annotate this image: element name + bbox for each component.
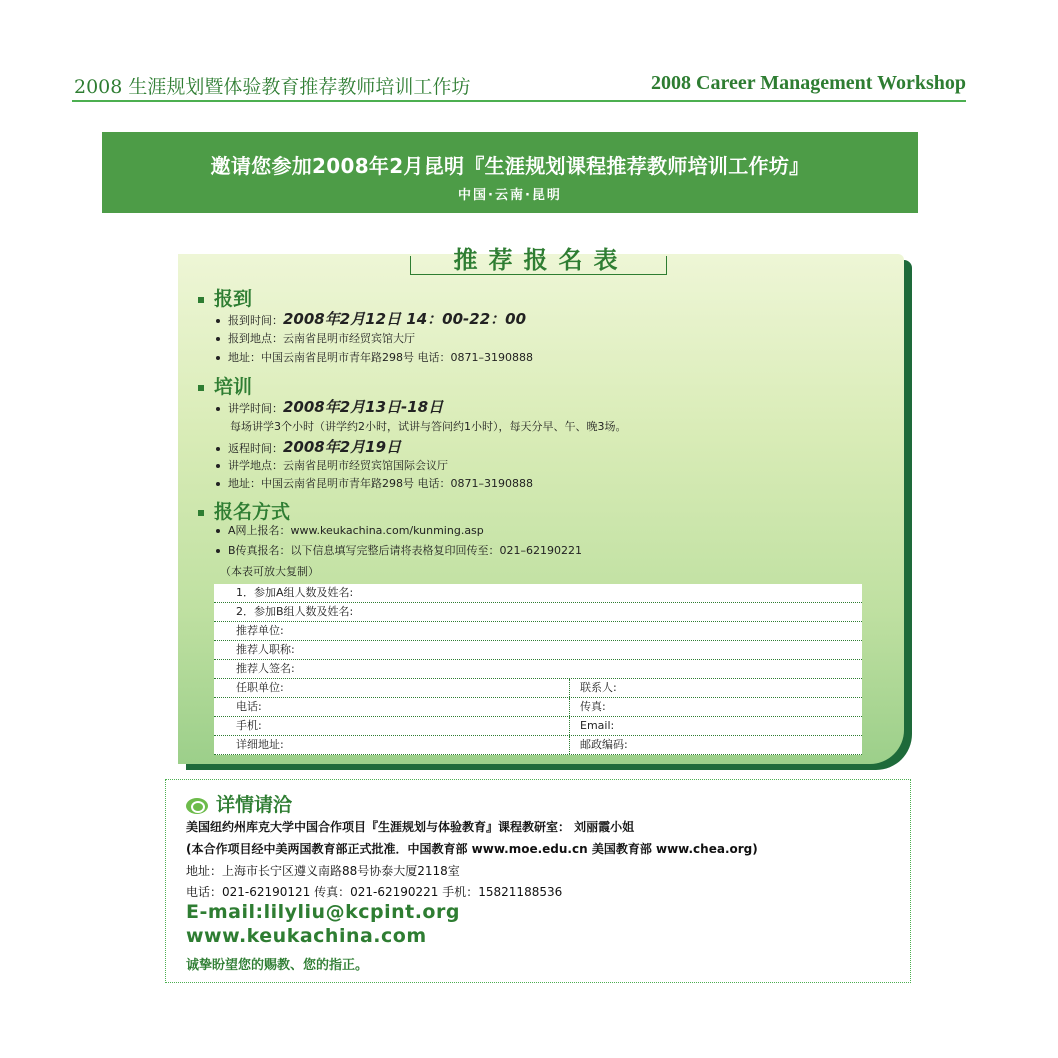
training-return: 返程时间：2008年2月19日 <box>216 436 401 457</box>
section-checkin-heading: 报到 <box>198 284 252 311</box>
registration-fax: B传真报名：以下信息填写完整后请将表格复印回传至：021–62190221 <box>216 542 582 558</box>
checkin-time: 报到时间：2008年2月12日 14：00-22：00 <box>216 308 526 329</box>
bullet-dot-icon <box>216 319 220 323</box>
bullet-square-icon <box>198 385 204 391</box>
contact-website[interactable]: www.keukachina.com <box>186 925 427 947</box>
training-schedule-note: 每场讲学3个小时（讲学约2小时，试讲与答问约1小时），每天分早、午、晚3场。 <box>230 420 627 433</box>
contact-logo-icon <box>186 798 208 814</box>
registration-note: （本表可放大复制） <box>220 565 319 578</box>
contact-email[interactable]: E-mail:lilyliu@kcpint.org <box>186 901 460 923</box>
contact-closing: 诚挚盼望您的赐教、您的指正。 <box>186 958 369 973</box>
bullet-dot-icon <box>216 447 220 451</box>
bullet-dot-icon <box>216 529 220 533</box>
table-row[interactable]: 详细地址: 邮政编码: <box>214 736 862 755</box>
bullet-dot-icon <box>216 464 220 468</box>
table-row[interactable]: 推荐人签名: <box>214 660 862 679</box>
bullet-dot-icon <box>216 356 220 360</box>
bullet-dot-icon <box>216 407 220 411</box>
header-left: 2008 生涯规划暨体验教育推荐教师培训工作坊 <box>74 76 471 98</box>
banner-title: 邀请您参加2008年2月昆明『生涯规划课程推荐教师培训工作坊』 <box>210 154 810 178</box>
header-right: 2008 Career Management Workshop <box>651 72 966 94</box>
training-place: 讲学地点：云南省昆明市经贸宾馆国际会议厅 <box>216 457 448 473</box>
table-row[interactable]: 推荐单位: <box>214 622 862 641</box>
section-registration-heading: 报名方式 <box>198 497 290 524</box>
bullet-dot-icon <box>216 337 220 341</box>
form-title: 推荐报名表 <box>453 246 629 274</box>
contact-approval: (本合作项目经中美两国教育部正式批准．中国教育部 www.moe.edu.cn 美国教育部 www.chea.org) <box>186 842 758 856</box>
contact-org: 美国纽约州库克大学中国合作项目『生涯规划与体验教育』课程教研室： 刘丽霞小姐 <box>186 820 635 834</box>
checkin-place: 报到地点：云南省昆明市经贸宾馆大厅 <box>216 330 415 346</box>
header-rule <box>72 100 966 102</box>
bullet-square-icon <box>198 510 204 516</box>
registration-table <box>214 584 862 755</box>
table-row[interactable]: 推荐人职称: <box>214 641 862 660</box>
bullet-dot-icon <box>216 482 220 486</box>
banner <box>102 132 918 213</box>
table-row[interactable]: 2．参加B组人数及姓名: <box>214 603 862 622</box>
contact-address: 地址：上海市长宁区遵义南路88号协泰大厦2118室 <box>186 864 460 878</box>
contact-phones: 电话：021-62190121 传真：021-62190221 手机：15821188536 <box>186 885 563 899</box>
checkin-address: 地址：中国云南省昆明市青年路298号 电话：0871–3190888 <box>216 349 533 365</box>
banner-subtitle: 中国·云南·昆明 <box>458 188 562 203</box>
registration-online: A网上报名：www.keukachina.com/kunming.asp <box>216 522 484 538</box>
table-row[interactable]: 1．参加A组人数及姓名: <box>214 584 862 603</box>
contact-title: 详情请洽 <box>186 790 292 817</box>
table-row[interactable]: 电话: 传真: <box>214 698 862 717</box>
section-training-heading: 培训 <box>198 372 252 399</box>
contact-box <box>165 779 911 983</box>
table-row[interactable]: 手机: Email: <box>214 717 862 736</box>
table-row[interactable]: 任职单位: 联系人: <box>214 679 862 698</box>
form-card <box>178 246 904 764</box>
training-address: 地址：中国云南省昆明市青年路298号 电话：0871–3190888 <box>216 475 533 491</box>
bullet-dot-icon <box>216 549 220 553</box>
bullet-square-icon <box>198 297 204 303</box>
training-time: 讲学时间：2008年2月13日-18日 <box>216 396 443 417</box>
